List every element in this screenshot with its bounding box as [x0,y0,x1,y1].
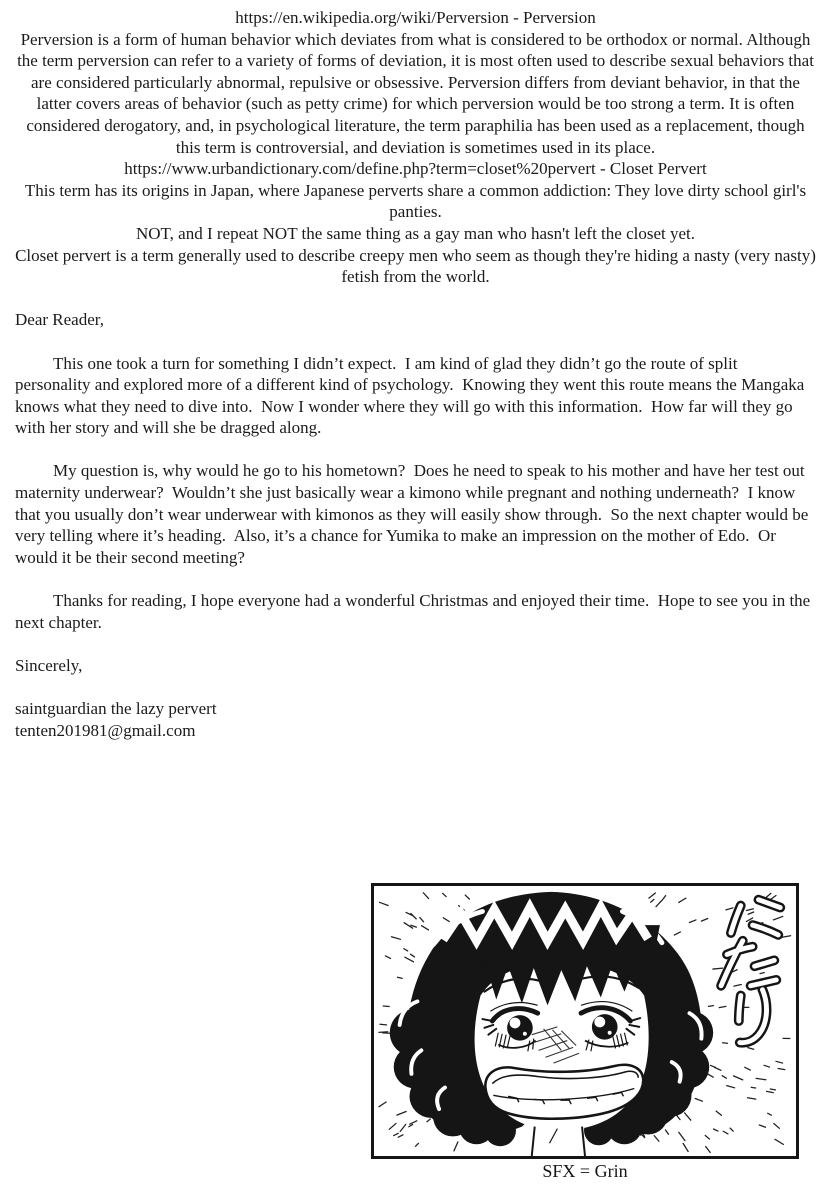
signature-email: tenten201981@gmail.com [15,720,196,740]
closet-pervert-definition-1: This term has its origins in Japan, where Japanese perverts share a common addiction: They love dirty school girl's panties. [24,180,807,222]
wikipedia-definition-text: Perversion is a form of human behavior which deviates from what is considered to be orthodox or normal. Although the term perversion can refer to a variety of forms of deviation, it is most often used to describe sexual behaviors that are considered particularly abnormal, repulsive or obsessive. Perversion differs from deviant behavior, in that the latter covers areas of behavior (such as petty crime) for which perversion would be too strong a term. It is often considered derogatory, and, in psychological literature, the term paraphilia has been used as a replacement, though this term is controversial, and deviation is sometimes used in its place. [17,29,814,157]
neck [528,1125,587,1156]
letter-paragraph-2: My question is, why would he go to his hometown? Does he need to speak to his mother and have her test out maternity underwear? Wouldn’t she just basically wear a kimono while pregnant and nothing underneath? I know that you usually don’t wear underwear with kimonos as they will easily show through. So the next chapter would be very telling where it’s heading. Also, it’s a chance for Yumika to make an impression on the mother of Edo. Or would it be their second meeting? [15,461,813,567]
letter-paragraph-3: Thanks for reading, I hope everyone had a wonderful Christmas and enjoyed their time. Hope to see you in the next chapter. [15,591,815,632]
letter-paragraph-1: This one took a turn for something I didn’t expect. I am kind of glad they didn’t go the route of split personality and explored more of a different kind of psychology. Knowing they went this route means the Mangaka knows what they need to dive into. Now I wonder where they will go with this information. How far will they go with her story and will she be dragged along. [15,353,809,438]
urbandictionary-source-line: https://www.urbandictionary.com/define.php?term=closet%20pervert - Closet Pervert [124,159,707,179]
definitions-block [15,7,816,288]
closet-pervert-definition-2: NOT, and I repeat NOT the same thing as a gay man who hasn't left the closet yet. [135,223,696,243]
grinning-girl-panel [374,886,796,1156]
manga-panel-section [371,883,799,1181]
letter-salutation: Dear Reader, [15,310,104,330]
reader-letter [15,309,816,741]
manga-panel-image [371,883,799,1159]
sfx-translation-caption: SFX = Grin [542,1161,628,1181]
letter-closing: Sincerely, [15,655,83,675]
text-column [15,7,816,741]
wikipedia-source-line: https://en.wikipedia.org/wiki/Perversion - Perversion [235,8,596,27]
signature-name: saintguardian the lazy pervert [15,699,217,718]
closet-pervert-definition-3: Closet pervert is a term generally used to describe creepy men who seem as though they're hiding a nasty (very nasty) fetish from the world. [15,245,816,287]
sfx-nitari-text [721,900,780,1043]
